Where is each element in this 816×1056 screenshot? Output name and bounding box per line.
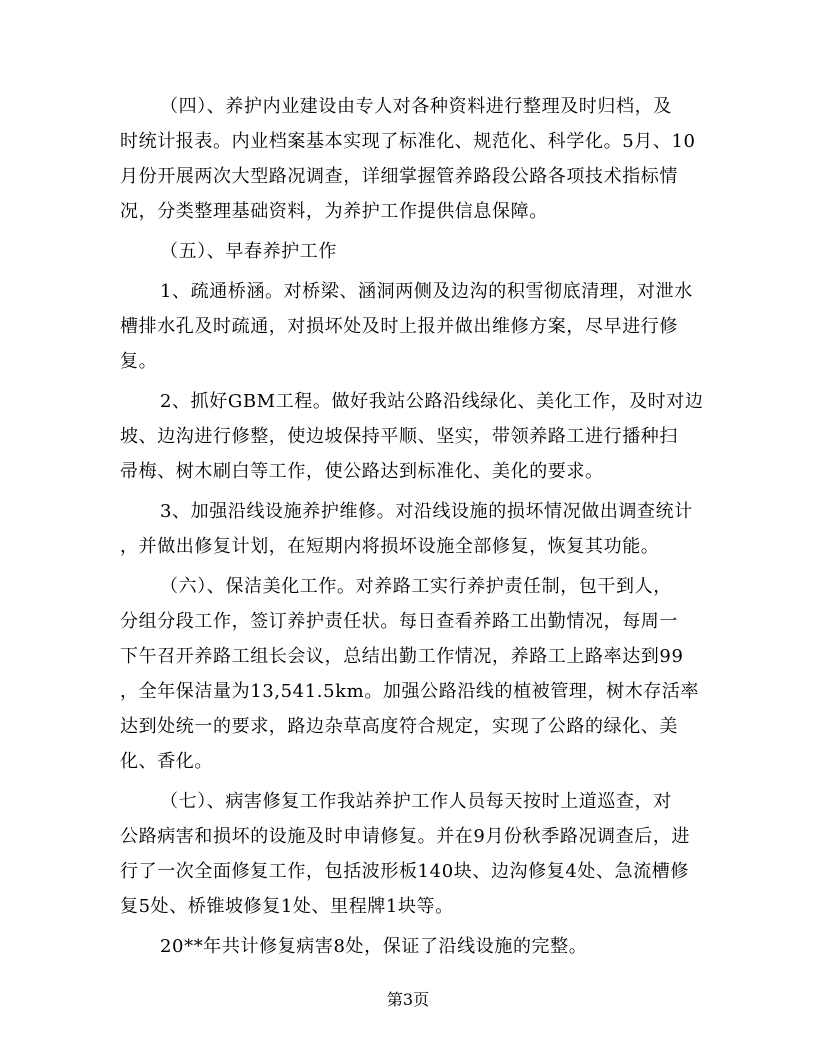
text-line: 1、疏通桥涵。对桥梁、涵洞两侧及边沟的积雪彻底清理，对泄水 xyxy=(160,281,693,302)
text-line: 20**年共计修复病害8处，保证了沿线设施的完整。 xyxy=(160,936,588,957)
text-line: 月份开展两次大型路况调查，详细掌握管养路段公路各项技术指标情 xyxy=(120,166,678,187)
text-line: 帚梅、树木刷白等工作，使公路达到标准化、美化的要求。 xyxy=(120,461,604,482)
text-line: ，全年保洁量为13,541.5km。加强公路沿线的植被管理，树木存活率 xyxy=(120,681,700,702)
text-line: （五）、早春养护工作 xyxy=(160,241,337,262)
text-line: （七）、病害修复工作我站养护工作人员每天按时上道巡查，对 xyxy=(160,791,672,812)
text-line: 复。 xyxy=(120,351,158,372)
text-line: 复5处、桥锥坡修复1处、里程牌1块等。 xyxy=(120,896,454,917)
text-line: 况，分类整理基础资料，为养护工作提供信息保障。 xyxy=(120,201,548,222)
text-line: 时统计报表。内业档案基本实现了标准化、规范化、科学化。5月、10 xyxy=(120,131,696,152)
text-line: 3、加强沿线设施养护维修。对沿线设施的损坏情况做出调查统计 xyxy=(160,501,693,522)
page-number: 第3页 xyxy=(386,990,430,1009)
text-line: 槽排水孔及时疏通，对损坏处及时上报并做出维修方案，尽早进行修 xyxy=(120,316,678,337)
text-line: 达到处统一的要求，路边杂草高度符合规定，实现了公路的绿化、美 xyxy=(120,716,678,737)
text-line: 2、抓好GBM工程。做好我站公路沿线绿化、美化工作，及时对边 xyxy=(160,391,704,412)
text-line: 化、香化。 xyxy=(120,751,213,772)
text-line: 坡、边沟进行修整，使边坡保持平顺、坚实，带领养路工进行播种扫 xyxy=(120,426,678,447)
text-line: 行了一次全面修复工作，包括波形板140块、边沟修复4处、急流槽修 xyxy=(120,861,690,882)
text-line: 下午召开养路工组长会议，总结出勤工作情况，养路工上路率达到99 xyxy=(120,646,684,667)
text-line: ，并做出修复计划，在短期内将损坏设施全部修复，恢复其功能。 xyxy=(120,536,660,557)
text-line: 分组分段工作，签订养护责任状。每日查看养路工出勤情况，每周一 xyxy=(120,611,678,632)
text-line: 公路病害和损坏的设施及时申请修复。并在9月份秋季路况调查后，进 xyxy=(120,826,691,847)
text-line: （六）、保洁美化工作。对养路工实行养护责任制，包干到人， xyxy=(160,576,672,597)
text-line: （四）、养护内业建设由专人对各种资料进行整理及时归档，及 xyxy=(160,96,672,117)
